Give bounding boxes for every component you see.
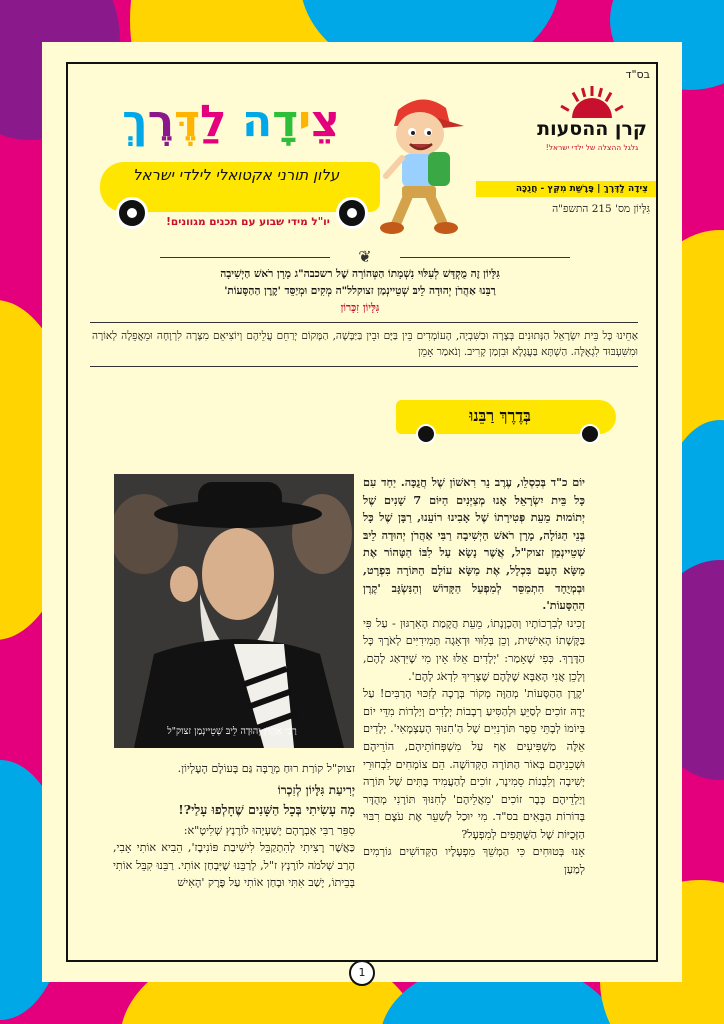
portrait-illustration bbox=[114, 474, 354, 748]
masthead-title-letters bbox=[122, 96, 340, 147]
dedication-line-3: גִּלָּיוֹן זִכָּרוֹן bbox=[340, 302, 380, 314]
left-column bbox=[113, 760, 355, 892]
left-paragraph-1: זצוק"ל קוֹרַת רוּחַ מְרֻבָּה גַּם בָּעוֹלָם הָעֶלְיוֹן. bbox=[177, 762, 355, 775]
divider-right bbox=[400, 257, 570, 258]
bus-wheel-left bbox=[116, 197, 148, 229]
ornament-icon: ❦ bbox=[358, 247, 372, 266]
masthead-title-letter: רֶ bbox=[147, 96, 175, 147]
bsd-mark: בס"ד bbox=[625, 68, 650, 81]
article-paragraph-1: יוֹם כ"ד בְּכִסְלֵו, עֶרֶב נֵר רִאשׁוֹן שֶׁל חֲנֻכָּה. יַחַד עִם כָּל בֵּית יִשְׂרָאֵל אָנוּ מְצַיְּנִים הַיּוֹם 7 שָׁנִים שֶׁל יְתוֹמוּת מֵעֵת פְּטִירָתוֹ שֶׁל אָבִינוּ רוֹעֵנוּ, רַבָּן שֶׁל כָּל בְּנֵי הַגּוֹלָה, מָרָן רֹאשׁ הַיְשִׁיבָה רַבִּי אַהֲרֹן יְהוּדָה לֵיבּ שְׁטֵיינְמַן זצוק"ל, אֲשֶׁר נָשָׂא עַל לִבּוֹ הַטָּהוֹר אֶת מַשָּׂא הָעָם בִּכְלָל, אֶת מַשָּׂא עוֹלָם הַתּוֹרָה בִּפְרָט, וּבְמְיֻחָד הִתְמַסֵּר לְמִפְעַל הַקָּדוֹשׁ וְהַנִּשְׂגָּב 'קֶרֶן הַהַסָּעוֹת'. bbox=[363, 475, 585, 613]
section-bus-wheel-left bbox=[416, 424, 436, 444]
rule-above-prayer bbox=[90, 322, 638, 323]
article-paragraph-2: זָכִינוּ לְבִרְכוֹתָיו וְהַכְוָנָתוֹ, מֵעֵת הֲקָמַת הָאִרְגּוּן - עַל פִּי בַּקָּשָׁתוֹ הָאִישִׁית, וְכֵן בְּלִוּוּי וּדְאָגָה תְּמִידִיִּים לְאֹרֶךְ כָּל הַדֶּרֶךְ. כְּפִי שֶׁאָמַר: 'יְלָדִים אֵלּוּ אֵין מִי שֶׁיִּדְאַג לָהֶם, וְלָכֵן אֲנִי הָאַבָּא שֶׁלָּהֶם שֶׁצָּרִיךְ לִדְאֹג לָהֶם'. bbox=[363, 616, 585, 683]
left-heading-2: מָה עָשִׂיתִי בְּכָל הַשָּׁנִים שֶׁחָלְפוּ עָלַי?! bbox=[178, 801, 355, 817]
masthead-subtitle: עלון תורני אקטואלי לילדי ישראל bbox=[132, 166, 340, 184]
masthead-title-letter: ה bbox=[241, 96, 273, 147]
section-bus-wheel-right bbox=[580, 424, 600, 444]
dedication-line-2: רַבֵּנוּ אַהֲרֹן יְהוּדָה לֵיבּ שְׁטֵיינְמַן זצוקלל"ה מְקִים וּמְיַסֵּד 'קֶרֶן הַהַסָּעוֹת' bbox=[224, 285, 496, 297]
photo-caption: רַבִּי אַהֲרֹן יְהוּדָה לֵיבּ שְׁטֵיינְמַן זצוק"ל bbox=[167, 726, 297, 737]
boy-mascot-illustration bbox=[372, 88, 472, 238]
page-number-badge bbox=[349, 960, 375, 986]
dedication-line-1: גִּלָּיוֹן זֶה מֻקְדָּשׁ לְעִלּוּי נִשְׁמָתוֹ הַטְּהוֹרָה שֶׁל רשכבה"ג מָרָן רֹאשׁ הַיְשִׁיבָה bbox=[220, 268, 500, 280]
rule-below-prayer bbox=[90, 366, 638, 367]
section-title: בְּדֶרֶךְ רַבֵּנוּ bbox=[469, 406, 531, 425]
masthead-title-letter: דֶּ bbox=[174, 96, 201, 147]
divider-left bbox=[160, 257, 330, 258]
left-paragraph-2: סִפֵּר רַבִּי אַבְרָהָם יְשַׁעְיָהוּ לוֹרֶנְץ שְׁלִיטָ"א: bbox=[183, 823, 355, 837]
article-paragraph-3: 'קֶרֶן הַהַסָּעוֹת' מְהַוָּה מְקוֹר בְּרָכָה לְזִכּוּי הָרַבִּים! עַל יָדָהּ זוֹכִים לְסַיֵּעַ וּלְהַסִּיעַ רְבָבוֹת יְלָדִים וְיַלְדוֹת מִדֵּי יוֹם בְּיוֹמוֹ לְבָתֵּי סֵפֶר תּוֹרָנִיִּים שֶׁל הַ'חִנּוּךְ הָעַצְמָאִי'. יְלָדִים אֵלֶּה מַשְׁפִּיעִים אַף עַל מִשְׁפְּחוֹתֵיהֶם, הוֹרֵיהֶם וּשְׁכֵנֵיהֶם בְּאוֹר הַתּוֹרָה הַקְּדוֹשָׁה. הֵם צוֹמְחִים לִבְחוּרֵי יְשִׁיבָה וְלִבְנוֹת סֵמִינָר, זוֹכִים לְהַעֲמִיד בָּתִּים שֶׁל תּוֹרָה וְיַלְדֵיהֶם כְּבָר זוֹכִים 'מֵאֲלֵיהֶם' לְחִנּוּךְ תּוֹרָנִי מְהֻדָּר בְּדוֹרוֹת הַבָּאִים בס"ד. מִי יוּכַל לְשַׁעֵר אֶת עֹצֶם רִבּוּי הַזְּכֻיּוֹת שֶׁל הַשֻּׁתָּפִים לְמִפְעָל? bbox=[363, 687, 585, 841]
sunrise-icon bbox=[536, 86, 648, 120]
masthead-title-letter: דָ bbox=[272, 96, 299, 147]
masthead-title-letter: לַ bbox=[200, 96, 227, 147]
org-logo bbox=[536, 86, 648, 160]
org-tagline: גלגל ההצלה של ילדי ישראל! bbox=[545, 143, 639, 152]
parsha-line: צֵידָה לַדֶּרֶךְ | פָּרָשַׁת מִקֵּץ - חֲנֻכָּה bbox=[515, 184, 648, 194]
left-heading-1: יְרִיעַת גִּלָּיוֹן לְזִכְרוֹ bbox=[277, 782, 355, 797]
masthead-title bbox=[96, 96, 366, 147]
article-paragraph-4: אָנוּ בְּטוּחִים כִּי הַמְשֵׁךְ מִפְעָלָיו הַקְּדוֹשִׁים גּוֹרְמִים לְמַעַן bbox=[363, 845, 585, 877]
masthead-title-letter: י bbox=[298, 96, 312, 147]
page-number: 1 bbox=[358, 966, 366, 979]
right-column bbox=[363, 474, 585, 879]
masthead-title-letter: ךְ bbox=[122, 96, 148, 147]
left-paragraph-3: כַּאֲשֶׁר רָצִיתִי לְהִתְקַבֵּל לִישִׁיבַת פּוֹנִיבֶז', הֵבִיא אוֹתִי אָבִי, הָרַב שְׁלֹמֹה לוֹרֶנְץ ז"ל, לְרַבֵּנוּ שֶׁיִּבְחַן אוֹתִי. רַבֵּנוּ קִבֵּל אוֹתִי בְּבֵיתוֹ, יָשַׁב אִתִּי וּבָחַן אוֹתִי עַל פֶּרֶק 'הָאִישׁ bbox=[113, 841, 355, 890]
issue-number: גִּלָּיוֹן מס' 215 התשפ"ה bbox=[552, 203, 650, 215]
masthead-tagline: יו"ל מידי שבוע עם תכנים מגוונים! bbox=[166, 216, 330, 228]
masthead-title-letter: צֵ bbox=[311, 96, 340, 147]
rabbi-photo bbox=[114, 474, 354, 748]
masthead-title-letter bbox=[227, 100, 242, 144]
org-name: קרן ההסעות bbox=[537, 118, 647, 140]
prayer-text: אַחֵינוּ כָּל בֵּית יִשְׂרָאֵל הַנְּתוּנִים בְּצָרָה וּבַשִּׁבְיָה, הָעוֹמְדִים בֵּין בַּיָּם וּבֵין בַּיַּבָּשָׁה, הַמָּקוֹם יְרַחֵם עֲלֵיהֶם וְיוֹצִיאֵם מִצָּרָה לִרְוָחָה וּמֵאֲפֵלָה לְאוֹרָה וּמִשִּׁעְבּוּד לִגְאֻלָּה. הַשְׁתָּא בַּעֲגָלָא וּבִזְמַן קָרִיב. וְנֹאמַר אָמֵן bbox=[92, 330, 638, 358]
